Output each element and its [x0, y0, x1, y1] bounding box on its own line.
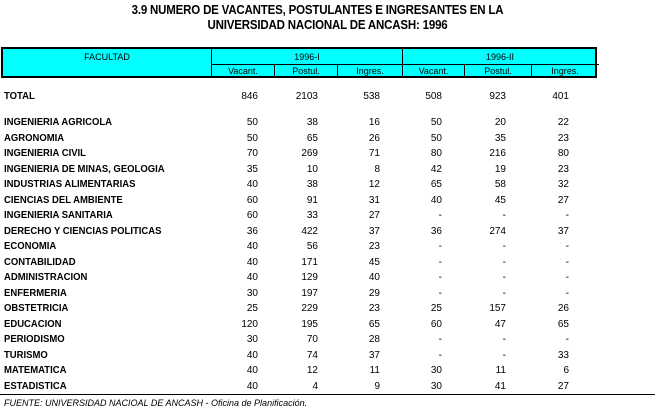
- faculty-name: ADMINISTRACION: [4, 272, 88, 283]
- cell-value: 4: [312, 380, 318, 392]
- cell-value: 40: [246, 179, 258, 190]
- cell-value: 22: [557, 117, 569, 128]
- faculty-name: INGENIERIA CIVIL: [4, 148, 86, 159]
- faculty-name: CIENCIAS DEL AMBIENTE: [4, 194, 123, 206]
- cell-value: 23: [368, 241, 380, 252]
- cell-value: 60: [246, 194, 258, 206]
- cell-value: 195: [301, 318, 318, 330]
- table-header: [1, 47, 597, 78]
- cell-value: 12: [368, 179, 380, 190]
- cell-value: 28: [368, 334, 380, 345]
- table-title-line-2: UNIVERSIDAD NACIONAL DE ANCASH: 1996: [207, 18, 448, 32]
- cell-value: -: [565, 241, 569, 252]
- cell-value: 35: [494, 132, 506, 144]
- cell-value: 33: [557, 349, 569, 361]
- cell-value: 32: [557, 179, 569, 190]
- cell-value: 30: [246, 334, 258, 345]
- cell-value: 11: [369, 365, 380, 376]
- table-row: [0, 148, 655, 163]
- cell-value: 50: [430, 117, 442, 128]
- cell-value: 19: [494, 163, 506, 175]
- cell-value: 9: [374, 380, 380, 392]
- table-row: [0, 133, 655, 148]
- cell-value: 197: [301, 287, 318, 299]
- faculty-name: MATEMATICA: [4, 365, 67, 376]
- cell-value: -: [438, 210, 442, 221]
- table-row: [0, 117, 655, 132]
- total-row: [0, 91, 655, 106]
- cell-value: -: [502, 287, 506, 299]
- cell-value: 91: [306, 194, 318, 206]
- header-period-1: 1996-I: [294, 52, 320, 62]
- table-row: [0, 226, 655, 241]
- faculty-name: TURISMO: [4, 349, 48, 361]
- cell-value: 26: [557, 303, 569, 314]
- cell-value: 30: [430, 365, 442, 376]
- header-col-vacant-2: Vacant.: [418, 66, 449, 76]
- table-row: [0, 257, 655, 272]
- cell-value: 35: [246, 163, 258, 175]
- cell-value: -: [565, 334, 569, 345]
- table-row: [0, 195, 655, 210]
- header-facultad: FACULTAD: [84, 52, 130, 62]
- cell-value: 40: [246, 365, 258, 376]
- table-row: [0, 319, 655, 334]
- cell-value: 40: [246, 241, 258, 252]
- cell-value: 508: [425, 91, 442, 102]
- cell-value: 60: [246, 210, 258, 221]
- cell-value: 50: [430, 132, 442, 144]
- cell-value: 31: [368, 194, 380, 206]
- cell-value: -: [502, 272, 506, 283]
- cell-value: 47: [494, 318, 506, 330]
- cell-value: 50: [246, 132, 258, 144]
- header-col-postul-2: Postul.: [484, 66, 512, 76]
- cell-value: 70: [306, 334, 318, 345]
- cell-value: -: [502, 241, 506, 252]
- bottom-rule: [0, 394, 655, 395]
- cell-value: -: [438, 256, 442, 268]
- table-row: [0, 241, 655, 256]
- faculty-name: ENFERMERIA: [4, 287, 67, 299]
- cell-value: -: [438, 272, 442, 283]
- cell-value: 120: [241, 318, 258, 330]
- cell-value: 74: [306, 349, 318, 361]
- cell-value: 29: [368, 287, 380, 299]
- faculty-name: INGENIERIA AGRICOLA: [4, 117, 113, 128]
- cell-value: 216: [489, 148, 506, 159]
- cell-value: -: [565, 256, 569, 268]
- cell-value: 129: [301, 272, 318, 283]
- faculty-name: INDUSTRIAS ALIMENTARIAS: [4, 179, 136, 190]
- cell-value: 16: [368, 117, 380, 128]
- table-row: [0, 288, 655, 303]
- cell-value: 20: [494, 117, 506, 128]
- table-row: [0, 303, 655, 318]
- cell-value: 40: [430, 194, 442, 206]
- table-title-line-1: 3.9 NUMERO DE VACANTES, POSTULANTES E INGRESANTES EN LA: [131, 3, 504, 17]
- cell-value: 40: [246, 272, 258, 283]
- cell-value: 65: [430, 179, 442, 190]
- cell-value: 30: [430, 380, 442, 392]
- cell-value: 2103: [295, 91, 318, 102]
- cell-value: 40: [246, 256, 258, 268]
- cell-value: 60: [430, 318, 442, 330]
- table-row: [0, 210, 655, 225]
- table-row: [0, 365, 655, 380]
- cell-value: 269: [301, 148, 318, 159]
- cell-value: 38: [306, 117, 318, 128]
- cell-value: -: [502, 349, 506, 361]
- cell-value: 37: [368, 349, 380, 361]
- cell-value: 11: [495, 365, 506, 376]
- cell-value: 25: [430, 303, 442, 314]
- cell-value: -: [565, 272, 569, 283]
- cell-value: -: [438, 241, 442, 252]
- cell-value: 12: [306, 365, 318, 376]
- cell-value: 37: [557, 225, 569, 237]
- cell-value: 41: [494, 380, 506, 392]
- source-note: FUENTE: UNIVERSIDAD NACIOAL DE ANCASH - Oficina de Planificación.: [4, 398, 308, 408]
- cell-value: 422: [301, 225, 318, 237]
- cell-value: 27: [557, 194, 569, 206]
- faculty-name: ECONOMIA: [4, 241, 57, 252]
- cell-value: 65: [557, 318, 569, 330]
- cell-value: -: [438, 334, 442, 345]
- faculty-name: AGRONOMIA: [4, 132, 65, 144]
- table-row: [0, 350, 655, 365]
- faculty-name: INGENIERIA DE MINAS, GEOLOGIA: [4, 163, 165, 175]
- cell-value: 56: [306, 241, 318, 252]
- cell-value: 26: [368, 132, 380, 144]
- cell-value: 30: [246, 287, 258, 299]
- cell-value: 23: [557, 163, 569, 175]
- cell-value: 171: [301, 256, 318, 268]
- header-col-postul-1: Postul.: [292, 66, 320, 76]
- cell-value: 50: [246, 117, 258, 128]
- cell-value: -: [502, 256, 506, 268]
- cell-value: 8: [374, 163, 380, 175]
- cell-value: 401: [552, 91, 569, 102]
- cell-value: 40: [246, 380, 258, 392]
- faculty-name: EDUCACION: [4, 318, 62, 330]
- faculty-name: INGENIERIA SANITARIA: [4, 210, 113, 221]
- cell-value: 65: [306, 132, 318, 144]
- cell-value: 70: [246, 148, 258, 159]
- cell-value: -: [565, 287, 569, 299]
- cell-value: -: [438, 349, 442, 361]
- cell-value: 45: [494, 194, 506, 206]
- cell-value: 10: [306, 163, 318, 175]
- faculty-name: TOTAL: [4, 91, 35, 102]
- faculty-name: DERECHO Y CIENCIAS POLITICAS: [4, 225, 162, 237]
- cell-value: 80: [430, 148, 442, 159]
- header-col-ingres-1: Ingres.: [356, 66, 384, 76]
- cell-value: 27: [557, 380, 569, 392]
- faculty-name: ESTADISTICA: [4, 380, 67, 392]
- cell-value: 27: [368, 210, 380, 221]
- faculty-name: CONTABILIDAD: [4, 256, 76, 268]
- cell-value: 274: [489, 225, 506, 237]
- table-row: [0, 272, 655, 287]
- cell-value: 36: [430, 225, 442, 237]
- header-col-ingres-2: Ingres.: [551, 66, 579, 76]
- header-period-2: 1996-II: [485, 52, 515, 62]
- cell-value: 80: [557, 148, 569, 159]
- cell-value: 157: [489, 303, 506, 314]
- header-divider: [211, 64, 599, 65]
- table-row: [0, 334, 655, 349]
- cell-value: 36: [246, 225, 258, 237]
- cell-value: 42: [430, 163, 442, 175]
- cell-value: 23: [368, 303, 380, 314]
- cell-value: -: [502, 210, 506, 221]
- cell-value: -: [565, 210, 569, 221]
- header-col-vacant-1: Vacant.: [228, 66, 258, 76]
- table-row: [0, 164, 655, 179]
- cell-value: 846: [241, 91, 258, 102]
- cell-value: 23: [557, 132, 569, 144]
- table-row: [0, 179, 655, 194]
- cell-value: 71: [368, 148, 380, 159]
- cell-value: 37: [368, 225, 380, 237]
- faculty-name: OBSTETRICIA: [4, 303, 69, 314]
- cell-value: 229: [301, 303, 318, 314]
- cell-value: 45: [368, 256, 380, 268]
- cell-value: 33: [306, 210, 318, 221]
- cell-value: 58: [494, 179, 506, 190]
- cell-value: 923: [489, 91, 506, 102]
- faculty-name: PERIODISMO: [4, 334, 65, 345]
- cell-value: -: [502, 334, 506, 345]
- cell-value: -: [438, 287, 442, 299]
- cell-value: 538: [363, 91, 380, 102]
- cell-value: 25: [246, 303, 258, 314]
- cell-value: 6: [563, 365, 569, 376]
- cell-value: 40: [368, 272, 380, 283]
- cell-value: 38: [306, 179, 318, 190]
- cell-value: 65: [368, 318, 380, 330]
- cell-value: 40: [246, 349, 258, 361]
